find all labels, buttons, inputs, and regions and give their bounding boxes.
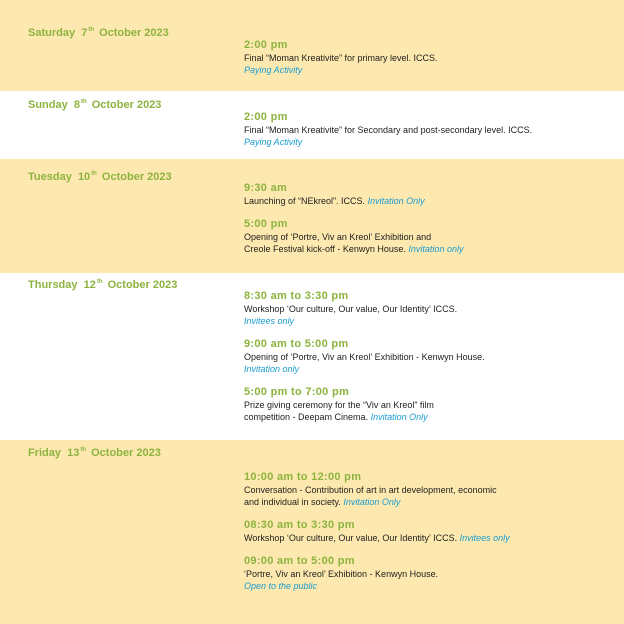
event-access-note: Invitation only (408, 244, 464, 254)
event-time: 8:30 am to 3:30 pm (244, 290, 349, 302)
event-access-note: Invitees only (244, 316, 295, 326)
day-heading: Thursday 12th October 2023 (28, 279, 178, 291)
event-time: 5:00 pm (244, 218, 288, 230)
event-description-line-1: Conversation - Contribution of art in art development, economic (244, 485, 497, 495)
day-heading: Tuesday 10th October 2023 (28, 171, 172, 183)
event-description-line-2: Creole Festival kick-off - Kenwyn House. Invitation only (244, 244, 464, 254)
day-heading: Friday 13th October 2023 (28, 447, 161, 459)
event-description: Workshop ‘Our culture, Our value, Our Identity’ ICCS. (244, 304, 458, 314)
event-item (244, 111, 614, 148)
event-time: 2:00 pm (244, 111, 288, 123)
event-item (244, 555, 614, 592)
event-item (244, 182, 614, 207)
event-time: 08:30 am to 3:30 pm (244, 519, 355, 531)
event-access-note: Invitation only (244, 364, 300, 374)
event-item (244, 386, 614, 423)
event-access-note: Invitees only (459, 533, 510, 543)
event-time: 9:00 am to 5:00 pm (244, 338, 349, 350)
event-time: 2:00 pm (244, 39, 288, 51)
event-description: Workshop ‘Our culture, Our value, Our Identity’ ICCS. Invitees only (244, 533, 510, 543)
event-item (244, 338, 614, 375)
event-time: 10:00 am to 12:00 pm (244, 471, 362, 483)
event-item (244, 471, 614, 508)
event-description: Final “Moman Kreativite” for Secondary and post-secondary level. ICCS. (244, 125, 533, 135)
event-item (244, 39, 614, 76)
event-time: 9:30 am (244, 182, 288, 194)
event-description-line-2: competition - Deepam Cinema. Invitation Only (244, 412, 428, 422)
day-friday (0, 440, 624, 624)
event-access-note: Paying Activity (244, 65, 303, 75)
day-saturday (0, 0, 624, 91)
event-access-note: Paying Activity (244, 137, 303, 147)
event-item (244, 218, 614, 255)
event-access-note: Invitation Only (343, 497, 401, 507)
event-item (244, 290, 614, 327)
event-description-line-2: and individual in society. Invitation Only (244, 497, 401, 507)
day-heading: Sunday 8th October 2023 (28, 99, 162, 111)
day-tuesday (0, 159, 624, 273)
event-access-note: Invitation Only (370, 412, 428, 422)
event-description: Launching of “NEkreol”. ICCS. Invitation Only (244, 196, 425, 206)
event-description: Final “Moman Kreativite” for primary level. ICCS. (244, 53, 438, 63)
event-description: ‘Portre, Viv an Kreol’ Exhibition - Kenwyn House. (244, 569, 439, 579)
event-time: 5:00 pm to 7:00 pm (244, 386, 350, 398)
event-access-note: Invitation Only (367, 196, 425, 206)
event-description-line-1: Opening of ‘Portre, Viv an Kreol’ Exhibition and (244, 232, 432, 242)
day-thursday (0, 273, 624, 440)
event-description: Opening of ‘Portre, Viv an Kreol’ Exhibition - Kenwyn House. (244, 352, 485, 362)
day-sunday (0, 91, 624, 159)
event-time: 09:00 am to 5:00 pm (244, 555, 355, 567)
day-heading: Saturday 7th October 2023 (28, 27, 169, 39)
event-description-line-1: Prize giving ceremony for the “Viv an Kreol” film (244, 400, 434, 410)
event-access-note: Open to the public (244, 581, 318, 591)
event-item (244, 519, 614, 544)
